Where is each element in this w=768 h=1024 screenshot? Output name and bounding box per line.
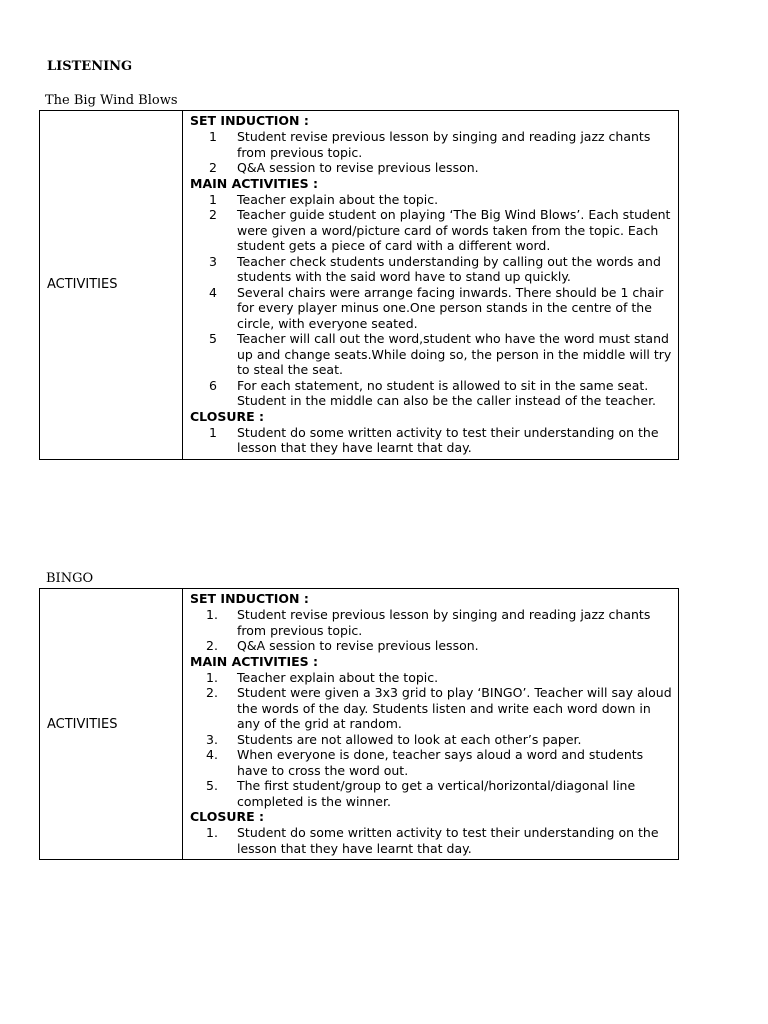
list-item: 4 Several chairs were arrange facing inwards. There should be 1 chair for every player minus one.One person stands in the centre of the circle, with everyone seated. — [209, 284, 664, 331]
list-item: 2. Student were given a 3x3 grid to play ‘BINGO’. Teacher will say aloud the words of the day. Students listen and write each word down in any of the grid at random. — [206, 685, 672, 731]
lesson-table — [39, 588, 679, 860]
list-item: 1. Student revise previous lesson by singing and reading jazz chants from previous topic. — [206, 607, 651, 638]
list-item: 1 Student revise previous lesson by singing and reading jazz chants from previous topic. — [209, 129, 651, 160]
main-activities-heading: MAIN ACTIVITIES : — [190, 175, 318, 191]
main-activities-heading: MAIN ACTIVITIES : — [190, 653, 318, 669]
list-item: 2 Q&A session to revise previous lesson. — [209, 160, 479, 175]
activities-content — [183, 589, 679, 860]
activities-label: ACTIVITIES — [40, 589, 183, 860]
activities-content — [183, 111, 679, 460]
list-item: 2. Q&A session to revise previous lesson. — [206, 638, 479, 653]
list-item: 1. Teacher explain about the topic. — [206, 669, 439, 685]
section-title: The Big Wind Blows — [45, 93, 178, 108]
main-activities-list — [190, 670, 672, 810]
activities-label: ACTIVITIES — [40, 111, 183, 460]
page-heading: LISTENING — [47, 59, 133, 74]
set-induction-list — [190, 607, 672, 654]
list-item: 1 Teacher explain about the topic. — [209, 191, 439, 207]
list-item: 1 Student do some written activity to test their understanding on the lesson that they have learnt that day. — [209, 424, 659, 455]
list-item: 3 Teacher check students understanding by calling out the words and students with the said word have to stand up quickly. — [209, 253, 661, 284]
list-item: 1. Student do some written activity to test their understanding on the lesson that they have learnt that day. — [206, 825, 659, 856]
set-induction-list — [190, 129, 672, 176]
list-item: 5 Teacher will call out the word,student who have the word must stand up and change seats.While doing so, the person in the middle will try to steal the seat. — [209, 331, 672, 377]
closure-heading: CLOSURE : — [190, 408, 264, 424]
set-induction-heading: SET INDUCTION : — [190, 591, 309, 606]
lesson-table — [39, 110, 679, 460]
main-activities-list — [190, 192, 672, 409]
closure-heading: CLOSURE : — [190, 809, 264, 824]
list-item: 2 Teacher guide student on playing ‘The Big Wind Blows’. Each student were given a word/picture card of words taken from the topic. Each student gets a piece of card with a different word. — [209, 207, 671, 253]
list-item: 3. Students are not allowed to look at each other’s paper. — [206, 731, 582, 747]
list-item: 4. When everyone is done, teacher says aloud a word and students have to cross the word out. — [206, 747, 644, 778]
set-induction-heading: SET INDUCTION : — [190, 113, 309, 128]
section-title: BINGO — [46, 571, 94, 586]
list-item: 6 For each statement, no student is allowed to sit in the same seat. Student in the middle can also be the caller instead of the teacher. — [209, 377, 657, 408]
closure-list — [190, 825, 672, 856]
list-item: 5. The first student/group to get a vertical/horizontal/diagonal line completed is the winner. — [206, 778, 636, 809]
closure-list — [190, 425, 672, 456]
